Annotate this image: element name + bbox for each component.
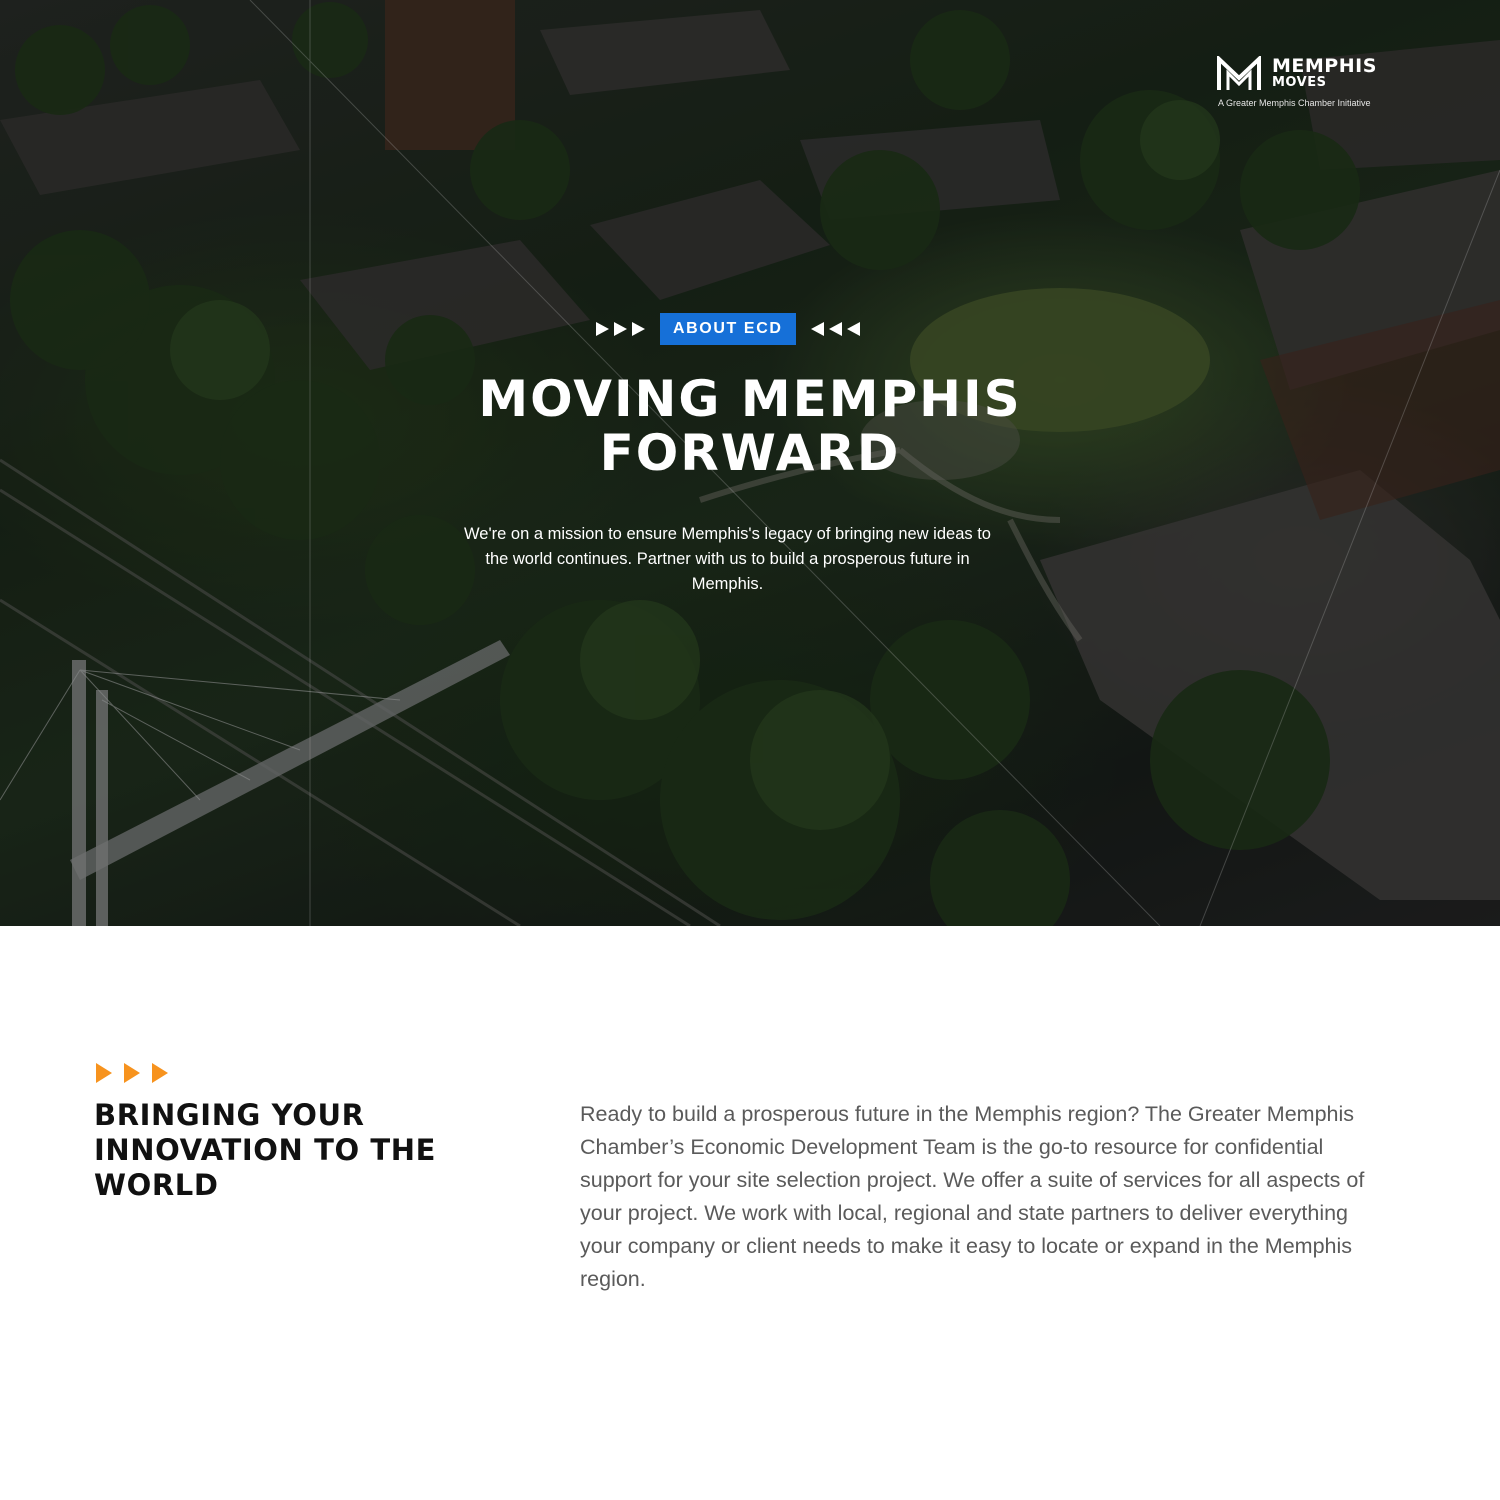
logo-tagline: A Greater Memphis Chamber Initiative bbox=[1218, 98, 1371, 108]
section-heading bbox=[94, 1098, 544, 1203]
about-ecd-badge: ABOUT ECD bbox=[660, 313, 796, 345]
hero-title bbox=[300, 372, 1200, 480]
memphis-m-logo-icon bbox=[1216, 56, 1262, 92]
hero-description: We're on a mission to ensure Memphis's legacy of bringing new ideas to the world continues. Partner with us to build a prosperous future in Memphis. bbox=[464, 525, 991, 593]
section-heading-line-2: INNOVATION TO THE bbox=[94, 1133, 437, 1167]
section-body-text: Ready to build a prosperous future in the Memphis region? The Greater Memphis Chamber’s Economic Development Team is the go-to resource for confidential support for your site selection project. We offer a suite of services for all aspects of your project. We work with local, regional and state partners to deliver everything your company or client needs to make it easy to locate or expand in the Memphis region. bbox=[580, 1102, 1365, 1291]
logo-word-memphis: MEMPHIS bbox=[1272, 55, 1377, 77]
eyebrow-row bbox=[594, 313, 866, 345]
hero-title-line-1: MOVING MEMPHIS bbox=[478, 370, 1022, 428]
triple-play-left-icon bbox=[810, 321, 866, 337]
hero-title-line-2: FORWARD bbox=[599, 424, 901, 482]
logo-word-moves: MOVES bbox=[1272, 75, 1327, 90]
section-heading-line-1: BRINGING YOUR bbox=[94, 1098, 365, 1132]
section-heading-line-3: WORLD bbox=[94, 1168, 219, 1202]
triple-play-right-icon bbox=[594, 321, 650, 337]
memphis-moves-logo[interactable] bbox=[1216, 56, 1416, 112]
orange-triple-play-right-icon bbox=[94, 1062, 174, 1089]
